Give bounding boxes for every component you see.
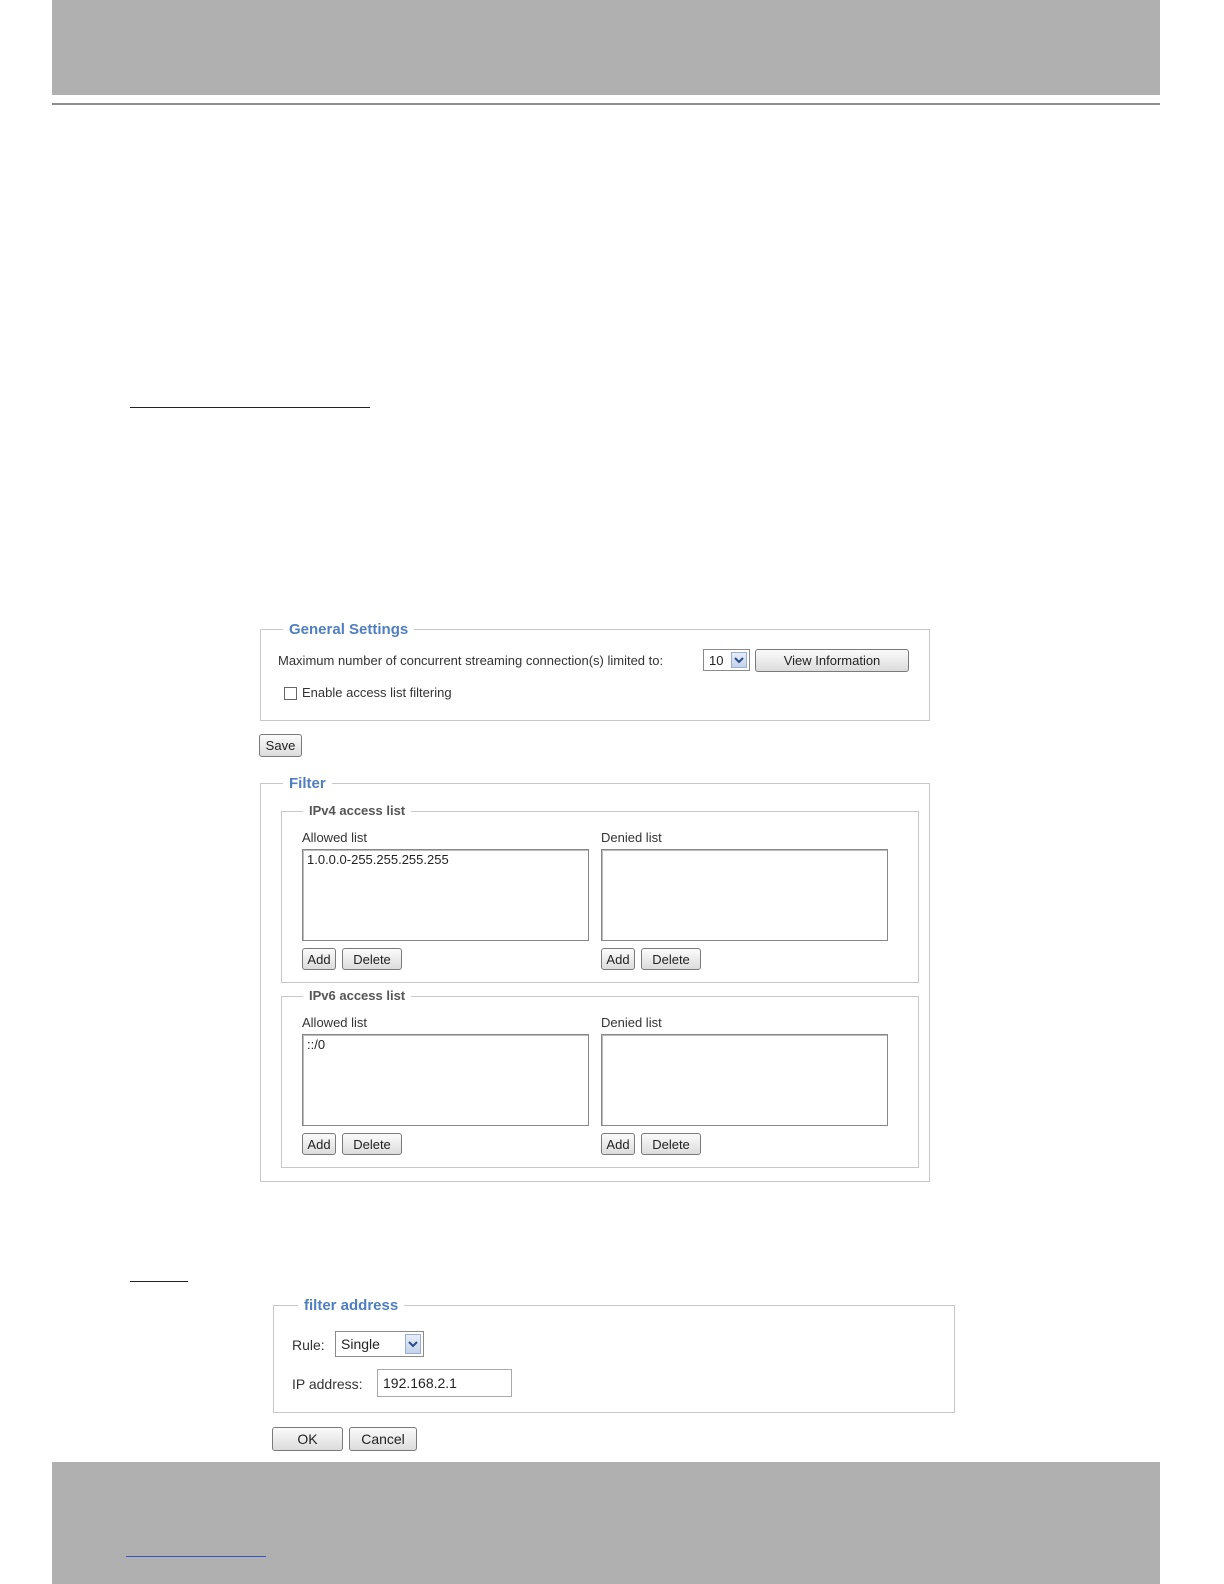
max-connections-label: Maximum number of concurrent streaming connection(s) limited to:: [278, 653, 664, 668]
filter-address-panel: [273, 1305, 955, 1413]
enable-filtering-checkbox[interactable]: [284, 687, 297, 700]
list-item[interactable]: ::/0: [307, 1037, 326, 1052]
general-settings-legend: General Settings: [283, 621, 414, 639]
ipv6-denied-delete-button[interactable]: Delete: [641, 1133, 701, 1155]
enable-filtering-label: Enable access list filtering: [302, 685, 452, 700]
cancel-button[interactable]: Cancel: [349, 1427, 417, 1451]
ip-address-label: IP address:: [292, 1376, 363, 1392]
filter-legend: Filter: [283, 775, 332, 793]
ipv6-allowed-list-label: Allowed list: [302, 1015, 368, 1030]
section-note-underline: [130, 1281, 188, 1282]
ok-button[interactable]: OK: [272, 1427, 343, 1451]
ipv4-denied-add-button[interactable]: Add: [601, 948, 635, 970]
ipv4-allowed-delete-button[interactable]: Delete: [342, 948, 402, 970]
ipv6-allowed-delete-button[interactable]: Delete: [342, 1133, 402, 1155]
ipv4-denied-list-label: Denied list: [601, 830, 662, 845]
chevron-down-icon: [405, 1334, 421, 1354]
ip-address-input[interactable]: 192.168.2.1: [377, 1369, 512, 1397]
ipv4-allowed-add-button[interactable]: Add: [302, 948, 336, 970]
ipv6-denied-add-button[interactable]: Add: [601, 1133, 635, 1155]
ipv4-denied-delete-button[interactable]: Delete: [641, 948, 701, 970]
header-divider: [52, 103, 1160, 105]
ipv4-access-list-legend: IPv4 access list: [303, 803, 411, 819]
rule-select[interactable]: [335, 1331, 424, 1357]
chevron-down-icon: [731, 652, 747, 668]
ipv6-allowed-add-button[interactable]: Add: [302, 1133, 336, 1155]
ipv6-denied-list-label: Denied list: [601, 1015, 662, 1030]
view-information-button[interactable]: View Information: [755, 649, 909, 672]
ipv4-denied-listbox[interactable]: [601, 849, 888, 941]
ipv4-allowed-list-label: Allowed list: [302, 830, 368, 845]
page-footer-bar: [52, 1462, 1160, 1584]
max-connections-value: 10: [709, 652, 724, 668]
section-heading-underline: [130, 407, 370, 408]
max-connections-select[interactable]: [703, 649, 750, 671]
footer-link-underline[interactable]: [126, 1556, 266, 1557]
rule-label: Rule:: [292, 1337, 325, 1353]
ipv4-allowed-listbox[interactable]: [302, 849, 589, 941]
list-item[interactable]: 1.0.0.0-255.255.255.255: [307, 852, 449, 867]
filter-address-legend: filter address: [298, 1297, 404, 1315]
save-button[interactable]: Save: [259, 734, 302, 757]
general-settings-panel: [260, 629, 930, 721]
ipv6-access-list-legend: IPv6 access list: [303, 988, 411, 1004]
ipv6-denied-listbox[interactable]: [601, 1034, 888, 1126]
page-header-bar: [52, 0, 1160, 95]
ipv6-allowed-listbox[interactable]: [302, 1034, 589, 1126]
rule-value: Single: [341, 1336, 380, 1352]
